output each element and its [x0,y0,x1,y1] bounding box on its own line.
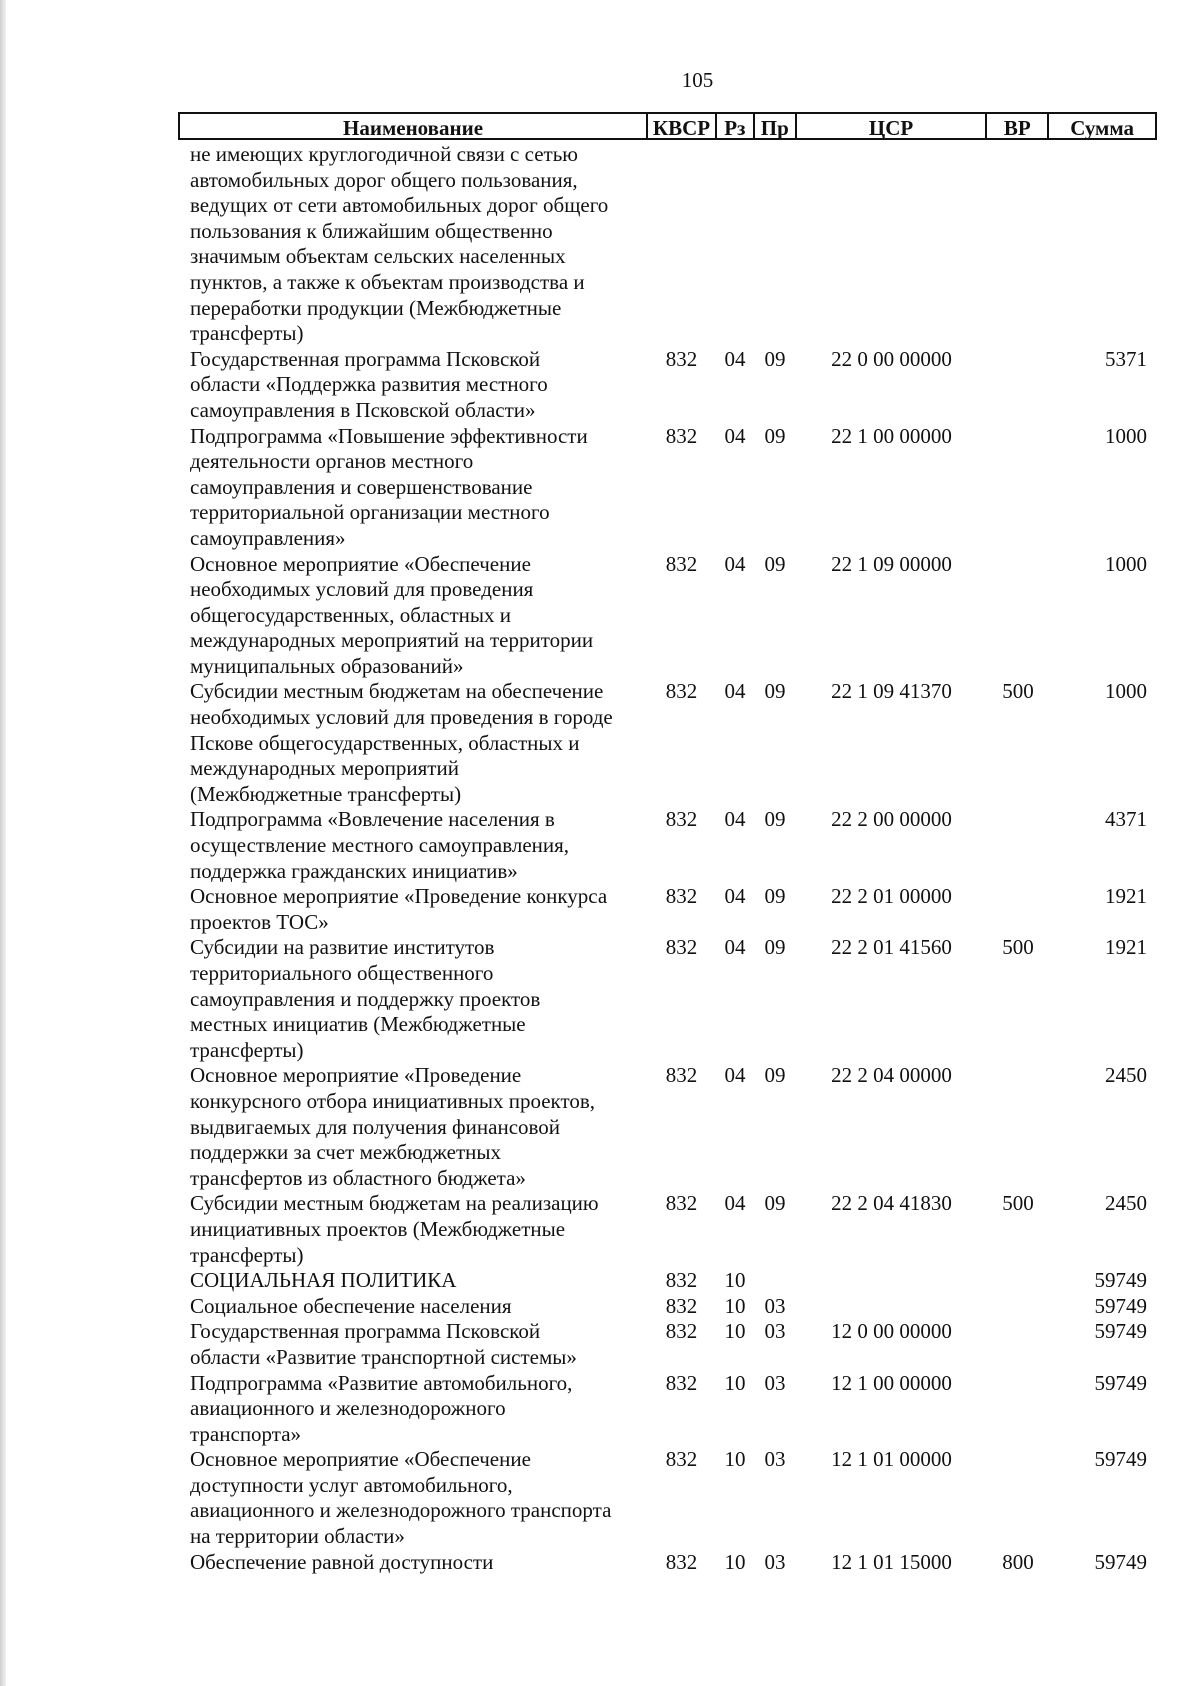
cell-rz: 10 [724,1268,746,1293]
cell-pr: 09 [764,807,786,832]
cell-name [178,807,647,884]
cell-pr: 03 [764,1549,786,1574]
cell-name [178,1294,647,1320]
cell-name-line: пунктов, а также к объектам производства и [190,269,585,294]
page-number: 105 [681,68,714,92]
table-row [178,884,1157,935]
cell-name-line: поддержка гражданских инициатив» [190,858,518,883]
cell-csr: 12 1 00 00000 [831,1370,952,1395]
cell-pr: 09 [764,551,786,576]
cell-pr: 03 [764,1319,786,1344]
cell-name-line: самоуправления и поддержку проектов [190,986,541,1011]
cell-pr [754,142,796,347]
cell-vr [987,1294,1049,1320]
cell-csr: 12 1 01 00000 [831,1447,952,1472]
cell-csr: 22 1 09 41370 [831,679,952,704]
cell-name-line: переработки продукции (Межбюджетные [190,295,562,320]
cell-name [178,552,647,680]
cell-name [178,424,647,552]
cell-rz: 10 [724,1447,746,1472]
cell-rz: 04 [724,551,746,576]
table-body [178,142,1157,1575]
cell-csr: 22 2 01 41560 [831,935,952,960]
table-row [178,1447,1157,1549]
cell-kvsr: 832 [665,884,698,909]
cell-csr: 12 1 01 15000 [831,1549,952,1574]
cell-name-line: Обеспечение равной доступности [190,1549,494,1574]
cell-name [178,679,647,807]
header-rz: Рз [717,114,755,138]
cell-csr: 22 0 00 00000 [831,346,952,371]
cell-name-line: необходимых условий для проведения в городе [190,705,613,730]
cell-name-line: международных мероприятий на территории [190,628,594,653]
cell-csr [796,1294,987,1320]
cell-name-line: авиационного и железнодорожного [190,1396,506,1421]
cell-vr [987,1319,1049,1370]
cell-vr [987,347,1049,424]
cell-pr: 03 [764,1447,786,1472]
cell-pr: 09 [764,423,786,448]
cell-name-line: Государственная программа Псковской [190,1319,541,1344]
table-row [178,1319,1157,1370]
cell-name [178,1371,647,1448]
table-row [178,1268,1157,1294]
cell-sum: 1921 [1105,935,1147,960]
cell-name [178,1319,647,1370]
cell-name-line: ведущих от сети автомобильных дорог общего [190,193,609,218]
cell-csr [796,1268,987,1294]
header-vr: ВР [987,114,1049,138]
cell-kvsr [647,142,716,347]
cell-sum: 1921 [1105,884,1147,909]
cell-vr [987,807,1049,884]
cell-rz: 04 [724,423,746,448]
cell-name-line: области «Поддержка развития местного [190,372,548,397]
cell-sum: 1000 [1105,679,1147,704]
table-header [178,112,1157,140]
cell-sum: 2450 [1105,1063,1147,1088]
cell-name-line: (Межбюджетные трансферты) [190,781,462,806]
scan-edge [0,0,6,1686]
cell-vr: 800 [1002,1549,1034,1574]
cell-name-line: Пскове общегосударственных, областных и [190,730,580,755]
cell-sum: 2450 [1105,1191,1147,1216]
cell-rz: 04 [724,935,746,960]
cell-name-line: Субсидии местным бюджетам на реализацию [190,1191,599,1216]
cell-pr: 09 [764,1191,786,1216]
cell-kvsr: 832 [665,935,698,960]
cell-vr [987,1268,1049,1294]
cell-name [178,347,647,424]
cell-rz: 04 [724,346,746,371]
cell-name [178,1550,647,1576]
cell-sum: 59749 [1094,1293,1147,1318]
cell-name-line: Субсидии на развитие институтов [190,935,495,960]
cell-name [178,884,647,935]
cell-name-line: автомобильных дорог общего пользования, [190,167,578,192]
cell-name-line: проектов ТОС» [190,909,329,934]
cell-name-line: осуществление местного самоуправления, [190,833,570,858]
cell-kvsr: 832 [665,1447,698,1472]
cell-vr: 500 [1002,935,1034,960]
table-row [178,1294,1157,1320]
cell-name-line: Социальное обеспечение населения [190,1293,512,1318]
header-name: Наименование [180,114,648,138]
cell-name-line: на территории области» [190,1524,405,1549]
cell-name-line: самоуправления в Псковской области» [190,397,536,422]
cell-pr: 03 [764,1293,786,1318]
header-csr: ЦСР [797,114,988,138]
cell-kvsr: 832 [665,679,698,704]
cell-vr [987,1371,1049,1448]
cell-rz: 04 [724,679,746,704]
cell-kvsr: 832 [665,1063,698,1088]
cell-rz: 04 [724,884,746,909]
header-kvsr: КВСР [648,114,717,138]
cell-rz [716,142,754,347]
cell-sum: 1000 [1105,423,1147,448]
cell-vr [987,1447,1049,1549]
cell-vr: 500 [1002,1191,1034,1216]
table-row [178,552,1157,680]
cell-rz: 10 [724,1293,746,1318]
cell-csr: 22 2 04 41830 [831,1191,952,1216]
cell-name-line: территориальной организации местного [190,500,550,525]
cell-csr [796,142,987,347]
cell-name-line: Основное мероприятие «Обеспечение [190,1447,531,1472]
table-row [178,142,1157,347]
cell-name-line: местных инициатив (Межбюджетные [190,1012,526,1037]
cell-kvsr: 832 [665,346,698,371]
cell-vr [987,142,1049,347]
cell-csr: 12 0 00 00000 [831,1319,952,1344]
cell-rz: 04 [724,1191,746,1216]
cell-name-line: международных мероприятий [190,756,459,781]
cell-name-line: трансфертов из областного бюджета» [190,1165,526,1190]
cell-name-line: трансферты) [190,321,304,346]
cell-name [178,1447,647,1549]
cell-kvsr: 832 [665,423,698,448]
cell-name-line: деятельности органов местного [190,449,474,474]
cell-sum: 59749 [1094,1549,1147,1574]
cell-name-line: инициативных проектов (Межбюджетные [190,1216,566,1241]
cell-name [178,1191,647,1268]
cell-name-line: не имеющих круглогодичной связи с сетью [190,142,578,166]
cell-name-line: выдвигаемых для получения финансовой [190,1114,561,1139]
cell-pr: 09 [764,679,786,704]
cell-name-line: Государственная программа Псковской [190,346,541,371]
cell-rz: 10 [724,1370,746,1395]
table-row [178,935,1157,1063]
cell-pr: 09 [764,346,786,371]
cell-sum: 59749 [1094,1268,1147,1293]
cell-vr [987,424,1049,552]
cell-kvsr: 832 [665,807,698,832]
table-row [178,807,1157,884]
table-row [178,1191,1157,1268]
cell-name-line: самоуправления и совершенствование [190,474,533,499]
cell-kvsr: 832 [665,1319,698,1344]
cell-csr: 22 1 00 00000 [831,423,952,448]
cell-csr: 22 1 09 00000 [831,551,952,576]
cell-name-line: пользования к ближайшим общественно [190,218,553,243]
cell-name-line: СОЦИАЛЬНАЯ ПОЛИТИКА [190,1268,457,1293]
cell-name-line: самоуправления» [190,525,346,550]
cell-name-line: Основное мероприятие «Проведение конкурса [190,884,608,909]
cell-name-line: доступности услуг автомобильного, [190,1472,513,1497]
cell-kvsr: 832 [665,1549,698,1574]
cell-name-line: поддержки за счет межбюджетных [190,1140,502,1165]
cell-name-line: области «Развитие транспортной системы» [190,1344,577,1369]
cell-pr: 09 [764,1063,786,1088]
cell-name [178,1063,647,1191]
cell-name-line: необходимых условий для проведения [190,577,534,602]
cell-name-line: территориального общественного [190,961,494,985]
cell-name [178,935,647,1063]
header-sum: Сумма [1070,115,1135,140]
table-row [178,1371,1157,1448]
cell-name-line: Основное мероприятие «Обеспечение [190,551,531,576]
cell-name-line: значимым объектам сельских населенных [190,244,566,269]
table-row [178,347,1157,424]
table-row [178,424,1157,552]
cell-rz: 04 [724,807,746,832]
cell-name-line: трансферты) [190,1242,304,1267]
cell-rz: 10 [724,1319,746,1344]
cell-name-line: авиационного и железнодорожного транспорта [190,1498,612,1523]
cell-name-line: Подпрограмма «Повышение эффективности [190,423,588,448]
cell-kvsr: 832 [665,1293,698,1318]
table-row [178,1550,1157,1576]
cell-name-line: Подпрограмма «Развитие автомобильного, [190,1370,573,1395]
cell-pr [754,1268,796,1294]
cell-sum: 59749 [1094,1319,1147,1344]
cell-csr: 22 2 01 00000 [831,884,952,909]
cell-sum: 4371 [1105,807,1147,832]
cell-pr: 03 [764,1370,786,1395]
table-row [178,1063,1157,1191]
cell-vr [987,884,1049,935]
cell-name-line: транспорта» [190,1421,302,1446]
cell-sum: 1000 [1105,551,1147,576]
cell-vr [987,552,1049,680]
cell-sum: 59749 [1094,1370,1147,1395]
cell-name [178,142,647,347]
cell-csr: 22 2 04 00000 [831,1063,952,1088]
cell-csr: 22 2 00 00000 [831,807,952,832]
cell-sum [1049,142,1155,347]
cell-name [178,1268,647,1294]
cell-sum: 5371 [1105,346,1147,371]
cell-rz: 10 [724,1549,746,1574]
cell-vr [987,1063,1049,1191]
cell-name-line: трансферты) [190,1037,304,1062]
cell-name-line: муниципальных образований» [190,653,464,678]
cell-name-line: Основное мероприятие «Проведение [190,1063,522,1088]
cell-name-line: общегосударственных, областных и [190,602,512,627]
cell-name-line: конкурсного отбора инициативных проектов, [190,1088,596,1113]
cell-name-line: Подпрограмма «Вовлечение населения в [190,807,555,832]
cell-pr: 09 [764,935,786,960]
table-row [178,679,1157,807]
cell-vr: 500 [1002,679,1034,704]
cell-kvsr: 832 [665,1370,698,1395]
cell-sum: 59749 [1094,1447,1147,1472]
cell-pr: 09 [764,884,786,909]
header-pr: Пр [755,114,797,138]
cell-name-line: Субсидии местным бюджетам на обеспечение [190,679,604,704]
cell-kvsr: 832 [665,1268,698,1293]
cell-kvsr: 832 [665,1191,698,1216]
cell-rz: 04 [724,1063,746,1088]
cell-kvsr: 832 [665,551,698,576]
